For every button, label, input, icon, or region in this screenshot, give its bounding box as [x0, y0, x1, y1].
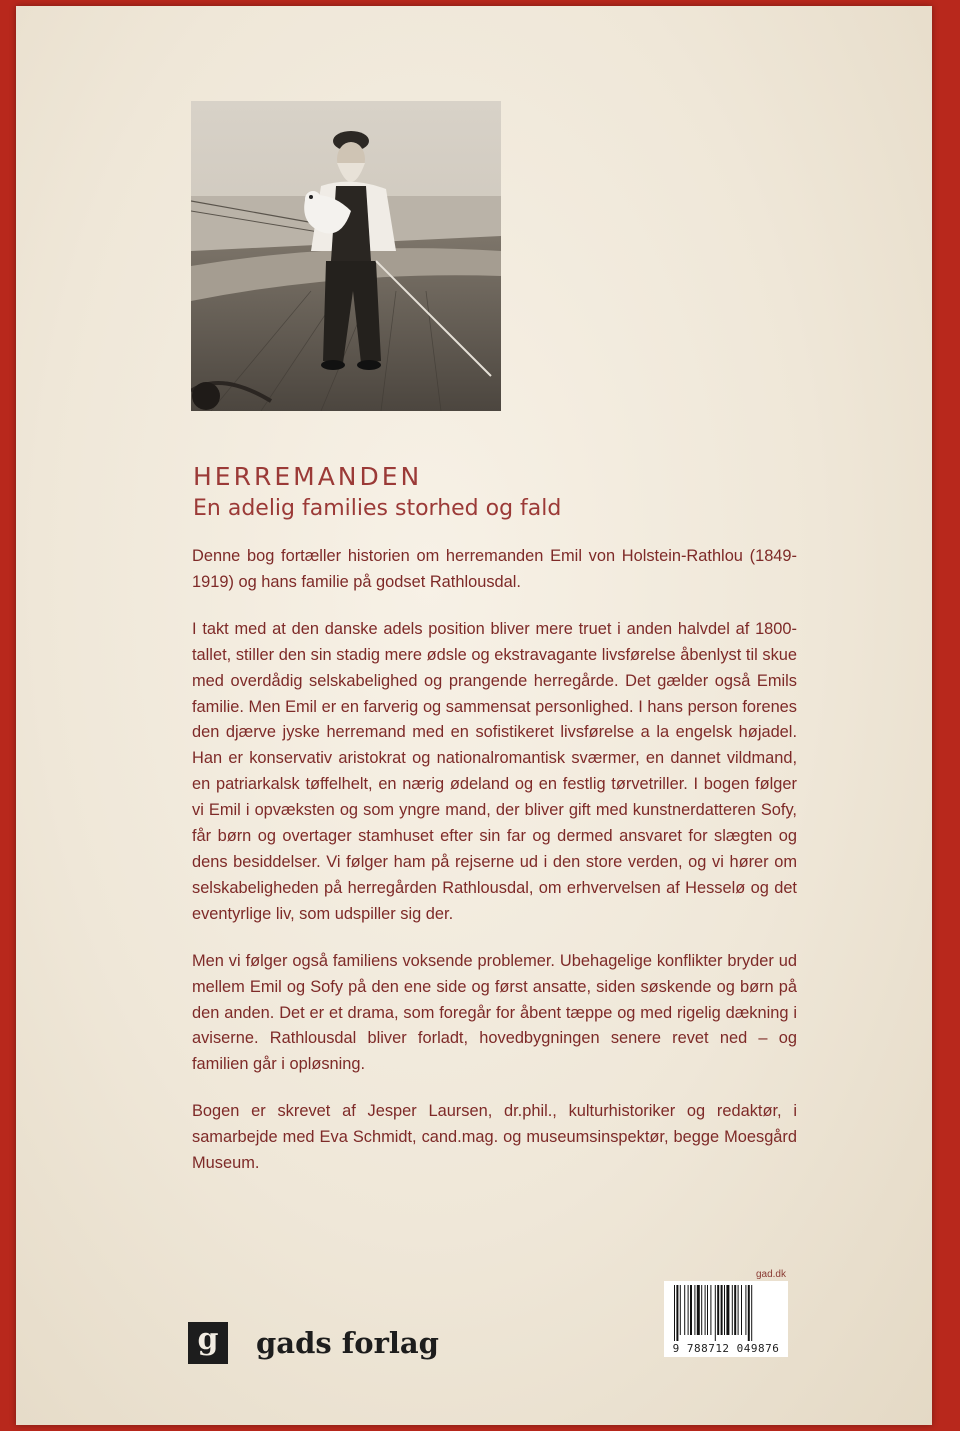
barcode-bar [724, 1285, 725, 1335]
barcode-bar [705, 1285, 706, 1335]
barcode-bar [697, 1285, 700, 1335]
barcode-bar [674, 1285, 675, 1341]
barcode-bar [676, 1285, 678, 1341]
barcode-bar [717, 1285, 719, 1335]
barcode-bar [701, 1285, 702, 1335]
barcode-bar [707, 1285, 708, 1335]
barcode-bar [684, 1285, 685, 1335]
barcode-bar [748, 1285, 750, 1341]
blurb-paragraph: I takt med at den danske adels position bliver mere truet i anden halvdel af 1800-tallet, stiller den sin stadig mere ødsle og ekstravagante livsførelse åbenlyst til skue med overdådig selskabelighed og prangende herregårde. Det gælder også Emils familie. Men Emil er en farverig og sammensat personlighed. I hans person forenes den djærve jyske herremand med en sofistikeret livsførelse a la engelsk højadel. Han er konservativ aristokrat og nationalromantisk sværmer, en dannet vildmand, en patriarkalsk tøffelhelt, en nærig ødeland og en festlig tørvetriller. I bogen følger vi Emil i opvæksten og som yngre mand, der bliver gift med kunstnerdatteren Sofy, får børn og overtager stamhuset efter sin far og dermed ansvaret for slægten og dens besiddelser. Vi følger ham på rejserne ud i den store verden, og vi hører om selskabeligheden på herregården Rathlousdal, om erhvervelsen af Hesselø og det eventyrlige liv, som udspiller sig der. [192, 619, 797, 923]
barcode-block [664, 1269, 788, 1357]
barcode-bar [738, 1285, 739, 1335]
blurb-paragraph: Denne bog fortæller historien om herremanden Emil von Holstein-Rathlou (1849-1919) og hans familie på godset Rathlousdal. [192, 547, 797, 591]
publisher-name: gads forlag [256, 1326, 439, 1360]
barcode-bar [751, 1285, 752, 1341]
publisher-website: gad.dk [755, 1269, 786, 1280]
barcode-bar [734, 1285, 736, 1335]
barcode-bar [741, 1285, 742, 1335]
blurb-paragraph: Bogen er skrevet af Jesper Laursen, dr.phil., kulturhistoriker og redaktør, i samarbejde med Eva Schmidt, cand.mag. og museumsinspektør, begge Moesgård Museum. [192, 1102, 797, 1173]
barcode-bar [732, 1285, 733, 1335]
blurb-text [192, 544, 797, 1198]
book-back-cover [16, 6, 932, 1425]
barcode [664, 1281, 788, 1357]
barcode-bar [688, 1285, 689, 1335]
barcode-bar [726, 1285, 729, 1335]
cover-photograph [191, 101, 501, 411]
barcode-bar [690, 1285, 692, 1335]
barcode-bars [674, 1285, 778, 1341]
blurb-paragraph: Men vi følger også familiens voksende problemer. Ubehagelige konflikter bryder ud mellem Emil og Sofy på den ene side og først ansatte, siden søskende og børn på den anden. Det er et drama, som foregår for åbent tæppe og med rigelig dækning i aviserne. Rathlousdal bliver forladt, hovedbygningen senere revet ned – og familien går i opløsning. [192, 951, 797, 1074]
barcode-bar [721, 1285, 723, 1335]
barcode-bar [745, 1285, 746, 1335]
book-title: HERREMANDEN [193, 462, 423, 491]
publisher-logo-mark: g [188, 1322, 228, 1364]
barcode-bar [710, 1285, 711, 1335]
barcode-bar [715, 1285, 716, 1341]
barcode-bar [694, 1285, 695, 1335]
isbn-number: 9 788712 049876 [672, 1342, 780, 1355]
publisher-logo [188, 1322, 439, 1364]
barcode-bar [680, 1285, 681, 1335]
book-subtitle: En adelig families storhed og fald [193, 496, 562, 521]
